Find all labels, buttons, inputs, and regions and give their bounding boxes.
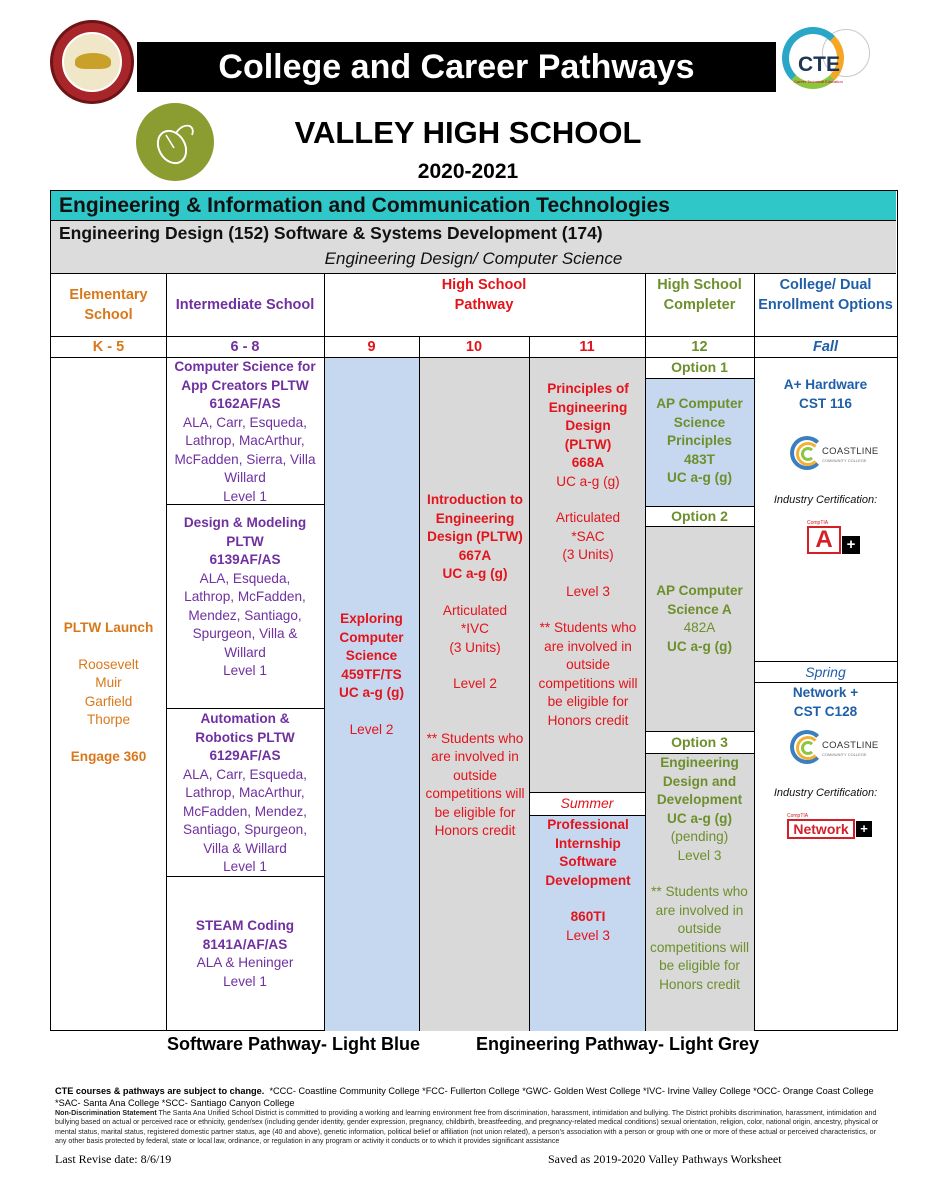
- elementary-school: Garfield: [84, 693, 133, 709]
- option3-course: Engineering Design and Development UC a-g (g) (pending) Level 3 ** Students who are involved in outside competitions will be eligible for Honors credit: [650, 755, 749, 992]
- elementary-school: Muir: [95, 675, 122, 690]
- grade11-course: Principles of Engineering Design (PLTW) 668A UC a-g (g) Articulated *SAC (3 Units) Level 3 ** Students who are involved in outside competitions will be eligible for Honors credit: [538, 381, 638, 728]
- non-discrimination-statement: Non-Discrimination Statement The Santa Ana Unified School District is committed to providing a working and learning environment free from discrimination, harassment, intimidation and bullying. The District prohibits discrimination, harassment, intimidation and bullying based on actual or perceived race or ethnicity, gender/sex (including gender identity, gender expression, pregnancy, childbirth, breastfeeding, and pregnancy-related medical conditions) sexual orientation, religion, color, national origin, ancestry, physical or mental status, marital status, registered domestic partner status, age (40 and above), genetic information, political belief or affiliation (not union related), a person's association with a person or group with one or more of these actual or perceived characteristics, or any other basis protected by federal, state or local law, ordinance, or regulation in any program or activity it conducts or to which it provides significant assistance: [55, 1109, 879, 1146]
- change-note: CTE courses & pathways are subject to change.: [55, 1086, 265, 1096]
- term-spring: Spring: [805, 664, 846, 680]
- elementary-school: Thorpe: [86, 712, 131, 727]
- school-year: 2020-2021: [417, 160, 519, 183]
- pathway-codes: Engineering Design (152) Software & Systems Development (174): [59, 223, 603, 243]
- grade-9: 9: [367, 339, 376, 355]
- grade-11: 11: [579, 339, 595, 355]
- cte-logo-subtext: Career Technical Education: [794, 79, 843, 84]
- grade-12: 12: [691, 339, 708, 355]
- comptia-network-plus-logo: CompTIA Network +: [787, 813, 871, 839]
- saved-as-note: Saved as 2019-2020 Valley Pathways Worksheet: [548, 1152, 782, 1166]
- cte-logo: [778, 23, 874, 99]
- col-header-elementary: Elementary School: [69, 287, 148, 323]
- industry-cert-label: Industry Certification:: [773, 494, 878, 506]
- col-header-high-school-pathway: High School Pathway: [441, 277, 527, 313]
- legend-software: Software Pathway- Light Blue: [167, 1034, 421, 1054]
- lamp-icon: [75, 53, 111, 69]
- option3-label: Option 3: [671, 734, 728, 750]
- grade-6-8: 6 - 8: [230, 339, 260, 355]
- district-seal-logo: [50, 20, 134, 104]
- elementary-extra: Engage 360: [70, 748, 147, 764]
- option2-label: Option 2: [671, 508, 728, 524]
- pathway-chart: [50, 190, 898, 1031]
- term-fall: Fall: [813, 339, 838, 355]
- grade-10: 10: [465, 339, 483, 355]
- industry-cert-label: Industry Certification:: [773, 787, 878, 799]
- grade9-course: Exploring Computer Science 459TF/TS UC a-g (g) Level 2: [339, 611, 404, 737]
- intermediate-course: Computer Science for App Creators PLTW 6162AF/AS ALA, Carr, Esqueda, Lathrop, MacArthur, McFadden, Sierra, Villa Willard Level 1: [174, 359, 316, 504]
- spring-course: Network + CST C128: [792, 685, 859, 719]
- elementary-program: PLTW Launch: [63, 620, 154, 635]
- college-abbreviations: *CCC- Coastline Community College *FCC- Fullerton College *GWC- Golden West College *IVC- Irvine Valley College *OCC- Orange Coast College *SAC- Santa Ana College *SCC- Santiago Canyon College: [55, 1086, 874, 1108]
- col-header-college: College/ Dual Enrollment Options: [758, 277, 893, 313]
- industry-sector-bar: Engineering & Information and Communication Technologies: [51, 191, 896, 221]
- option1-course: AP Computer Science Principles 483T UC a-g (g): [656, 396, 743, 485]
- page-banner-title: College and Career Pathways: [137, 42, 776, 92]
- summer-course: Professional Internship Software Development 860TI Level 3: [545, 817, 631, 943]
- option1-label: Option 1: [671, 359, 728, 375]
- grade-k5: K - 5: [92, 339, 125, 355]
- intermediate-course: Design & Modeling PLTW 6139AF/AS ALA, Esqueda, Lathrop, McFadden, Mendez, Santiago, Spurgeon, Villa & Willard Level 1: [183, 515, 307, 678]
- coastline-college-logo: COASTLINE COMMUNITY COLLEGE: [786, 728, 876, 768]
- grade10-course: Introduction to Engineering Design (PLTW) 667A UC a-g (g) Articulated *IVC (3 Units) Level 2 ** Students who are involved in outside competitions will be eligible for Honors credit: [425, 492, 525, 838]
- last-revise-date: Last Revise date: 8/6/19: [55, 1152, 172, 1166]
- coastline-college-logo: COASTLINE COMMUNITY COLLEGE: [786, 434, 876, 474]
- intermediate-course: STEAM Coding 8141A/AF/AS ALA & Heninger Level 1: [195, 918, 295, 989]
- summer-label: Summer: [560, 795, 614, 811]
- elementary-cell: [51, 619, 166, 766]
- pathway-codes-bar: [51, 221, 896, 274]
- fine-print: [55, 1085, 885, 1109]
- col-header-intermediate: Intermediate School: [175, 297, 315, 313]
- fall-course: A+ Hardware CST 116: [783, 377, 868, 411]
- pathway-subtitle: Engineering Design/ Computer Science: [324, 249, 623, 268]
- cte-logo-text: CTE: [798, 53, 840, 76]
- col-header-completer: High School Completer: [657, 277, 742, 313]
- intermediate-course: Automation & Robotics PLTW 6129AF/AS ALA, Carr, Esqueda, Lathrop, MacArthur, McFadden, Mendez, Santiago, Spurgeon, Villa & Willard Level 1: [183, 711, 307, 874]
- school-name: VALLEY HIGH SCHOOL: [294, 115, 642, 150]
- legend-engineering: Engineering Pathway- Light Grey: [476, 1034, 760, 1054]
- elementary-school: Roosevelt: [78, 656, 139, 672]
- option2-course: AP Computer Science A 482A UC a-g (g): [656, 583, 743, 654]
- comptia-aplus-logo: CompTIA A +: [807, 520, 863, 554]
